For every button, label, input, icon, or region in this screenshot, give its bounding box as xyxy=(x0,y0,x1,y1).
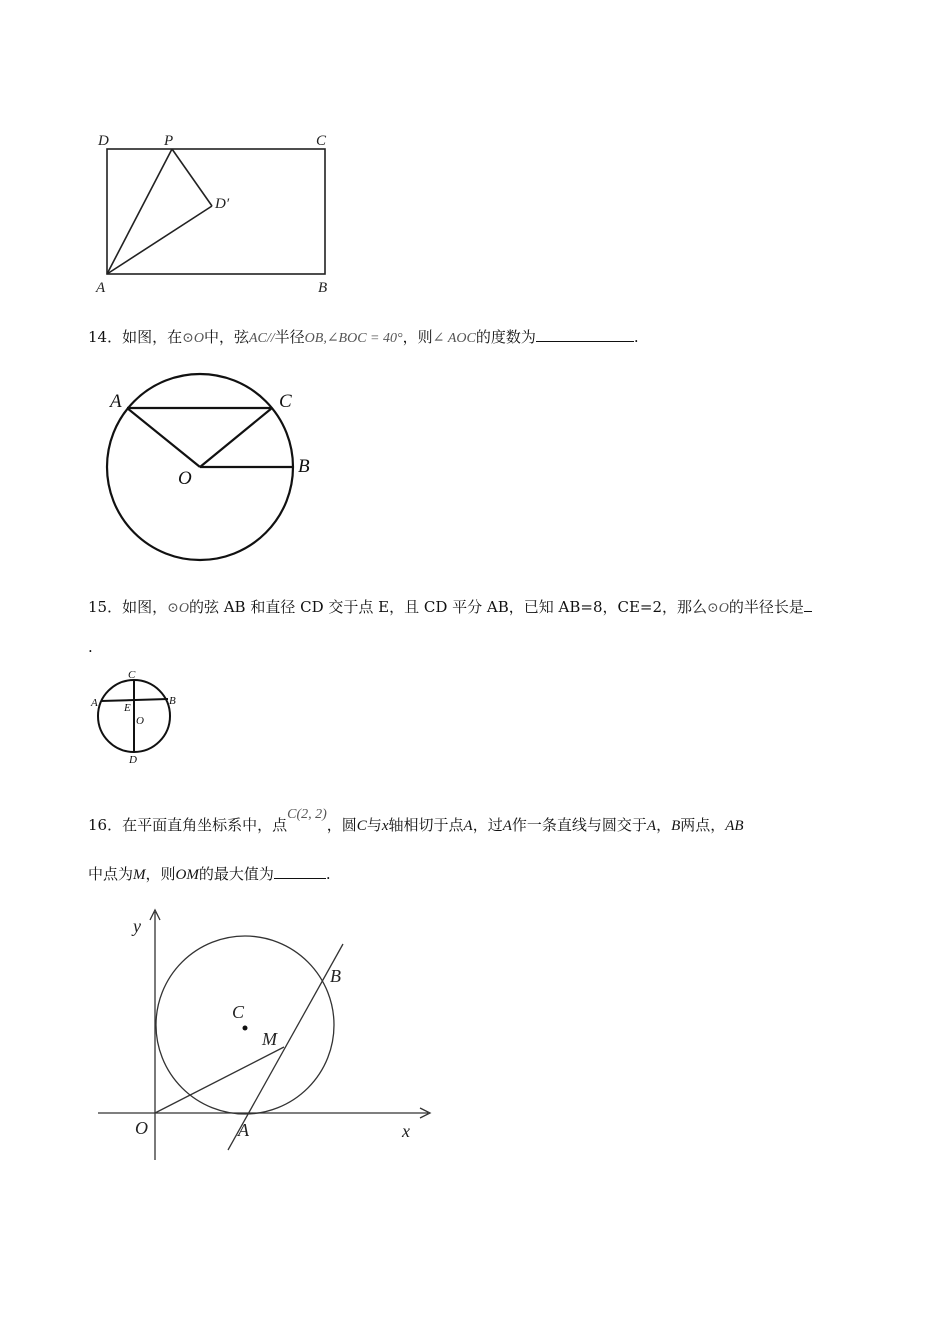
question-16-line2: 中点为M，则OM的最大值为 . xyxy=(88,865,331,883)
label-O: O xyxy=(135,1118,148,1138)
question-15: 15．如图，⊙O的弦 AB 和直径 CD 交于点 E，且 CD 平分 AB，已知 AB=8，CE=2，那么⊙O的半径长是 xyxy=(88,597,812,619)
circle-symbol: ⊙O xyxy=(182,331,204,346)
label-A: A xyxy=(96,280,106,296)
label-C: C xyxy=(128,669,136,681)
chord-ab xyxy=(101,699,168,701)
circle-chord-figure xyxy=(107,374,293,560)
segment-ao xyxy=(127,408,200,467)
segment-pd-prime xyxy=(172,149,212,206)
segment-ad-prime xyxy=(107,206,212,274)
label-x: x xyxy=(402,1121,410,1141)
label-M: M xyxy=(262,1029,277,1049)
label-A: A xyxy=(110,391,122,412)
label-D-prime: D′ xyxy=(215,196,230,212)
label-O: O xyxy=(178,468,192,489)
label-B: B xyxy=(169,695,176,707)
segment-co xyxy=(200,408,272,467)
answer-blank[interactable] xyxy=(274,864,326,879)
label-C: C xyxy=(279,391,292,412)
circle-diameter-figure xyxy=(98,680,170,752)
label-y: y xyxy=(133,916,141,936)
circle-symbol: ⊙O xyxy=(707,601,729,616)
circle-c xyxy=(156,936,334,1114)
label-B: B xyxy=(298,456,310,477)
label-C: C xyxy=(232,1002,245,1022)
question-number: 14． xyxy=(88,328,123,346)
label-C: C xyxy=(316,133,327,149)
question-number: 16． xyxy=(88,816,123,834)
question-14: 14．如图，在⊙O中，弦AC//半径OB,∠BOC = 40°，则∠ AOC的度数为 . xyxy=(88,328,639,346)
label-B: B xyxy=(330,966,341,986)
label-A: A xyxy=(238,1120,249,1140)
segment-ap xyxy=(107,149,172,274)
answer-blank[interactable] xyxy=(536,327,634,342)
label-E: E xyxy=(124,702,131,714)
question-15-line2: . xyxy=(88,638,93,656)
circle-symbol: ⊙O xyxy=(167,601,189,616)
center-dot-c xyxy=(243,1026,248,1031)
label-A: A xyxy=(91,697,98,709)
label-D: D xyxy=(129,754,137,766)
answer-blank[interactable] xyxy=(804,597,812,612)
label-D: D xyxy=(98,133,109,149)
label-O: O xyxy=(136,715,144,727)
label-B: B xyxy=(318,280,328,296)
label-P: P xyxy=(164,133,174,149)
question-number: 15． xyxy=(88,598,123,616)
question-16: 16．在平面直角坐标系中，点C(2, 2)，圆C与x轴相切于点A，过A作一条直线与圆交于A，B两点，AB xyxy=(88,807,744,834)
